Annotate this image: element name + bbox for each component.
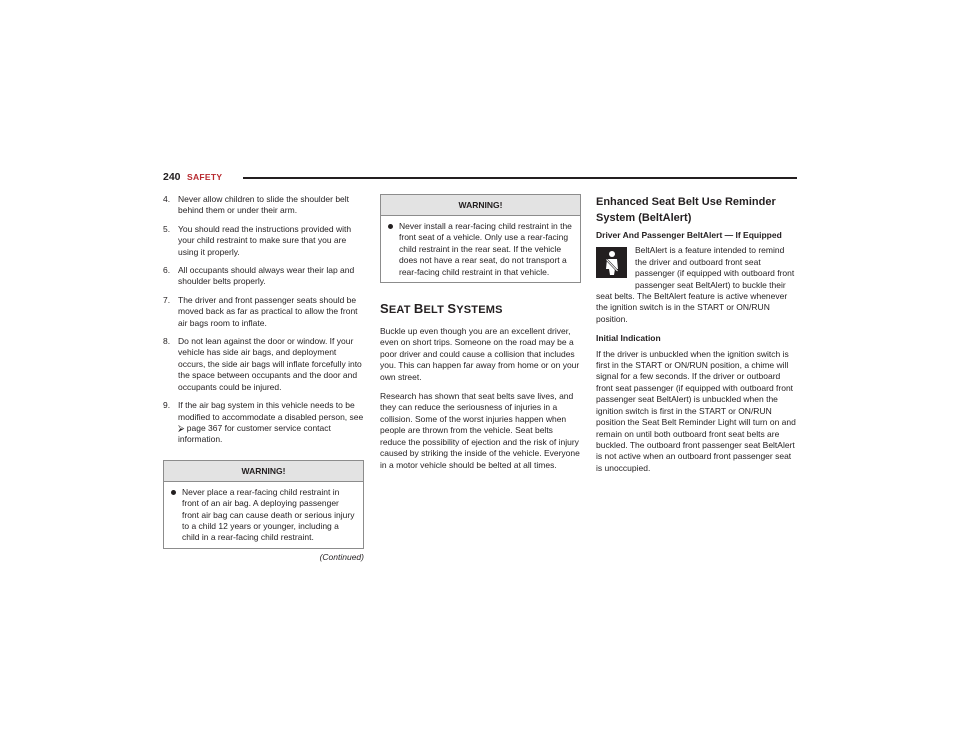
seat-belt-icon (596, 247, 627, 278)
warning-item: Never install a rear-facing child restraint in the front seat of a vehicle. Only use a rear-facing child restraint in the rear seat. If the vehicle does not have a rear seat, do not transport a rear-facing child restraint in that vehicle. (387, 221, 574, 278)
safety-list (163, 194, 364, 446)
column-left (163, 194, 364, 562)
page-number: 240 (163, 171, 181, 183)
page-ref-arrow-icon: ⮚ (178, 422, 185, 433)
bullet-icon (388, 224, 393, 229)
list-item: 4. Never allow children to slide the shoulder belt behind them or under their arm. (163, 194, 350, 216)
body-paragraph: If the driver is unbuckled when the ignition switch is first in the START or ON/RUN position, a chime will signal for a few seconds. If the driver or outboard front seat passenger (if equipped with outboard front passenger seat BeltAlert) is unbuckled when the ignition switch is first in the START or ON/RUN position the Seat Belt Reminder Light will turn on and remain on until both outboard front seat belts are buckled. The outboard front passenger seat BeltAlert is not active when an outboard front passenger seat is unoccupied. (596, 348, 796, 473)
column-right (596, 194, 797, 482)
column-middle (380, 194, 581, 479)
header-rule (243, 177, 797, 179)
page-header (163, 171, 797, 185)
bullet-icon (171, 490, 176, 495)
warning-item: Never place a rear-facing child restraint in front of an air bag. A deploying passenger front air bag can cause death or serious injury to a child 12 years or younger, including a child in a rear-facing child restraint. (170, 487, 357, 544)
list-item: 8. Do not lean against the door or window. If your vehicle has side air bags, and deployment occurs, the side air bags will inflate forcefully into the space between occupants and the door and occupants could be injured. (163, 336, 362, 392)
continued-label: (Continued) (319, 551, 364, 562)
minor-heading: Driver And Passenger BeltAlert — If Equipped (596, 230, 782, 240)
section-title-seat-belt-systems: SEAT BELT SYSTEMS (380, 301, 503, 317)
body-paragraph: Research has shown that seat belts save lives, and they can reduce the seriousness of injuries in a collision. Some of the worst injuries happen when people are thrown from the vehicle. Seat belts reduce the possibility of ejection and the risk of injury caused by striking the inside of the vehicle. Everyone in a motor vehicle should be belted at all times. (380, 391, 580, 470)
warning-title: WARNING! (164, 461, 363, 482)
list-item: 5. You should read the instructions provided with your child restraint to make sure that you are using it properly. (163, 223, 352, 257)
warning-title: WARNING! (381, 195, 580, 216)
subsection-title: Enhanced Seat Belt Use Reminder System (BeltAlert) (596, 196, 776, 224)
body-paragraph: Buckle up even though you are an excellent driver, even on short trips. Someone on the road may be a poor driver and could cause a collision that includes you. This can happen far away from home or on your own street. (380, 326, 580, 382)
list-item: 7. The driver and front passenger seats should be moved back as far as practical to allow the front air bags room to inflate. (163, 294, 358, 328)
list-item-page-reference: 9. If the air bag system in this vehicle needs to be modified to accommodate a disabled person, see ⮚ page 367 for customer service contact information. (163, 400, 364, 445)
warning-box (380, 194, 581, 283)
warning-box (163, 460, 364, 549)
page-reference-link[interactable]: page 367 for customer service contact information. (178, 422, 331, 445)
body-paragraph: BeltAlert is a feature intended to remind the driver and outboard front seat passenger (if equipped with outboard front passenger seat BeltAlert) to buckle their seat belts. The BeltAlert feature is active whenever the ignition switch is in the START or ON/RUN position. (596, 245, 795, 324)
list-item: 6. All occupants should always wear their lap and shoulder belts properly. (163, 265, 355, 287)
minor-heading: Initial Indication (596, 333, 661, 344)
section-name: SAFETY (187, 172, 223, 182)
